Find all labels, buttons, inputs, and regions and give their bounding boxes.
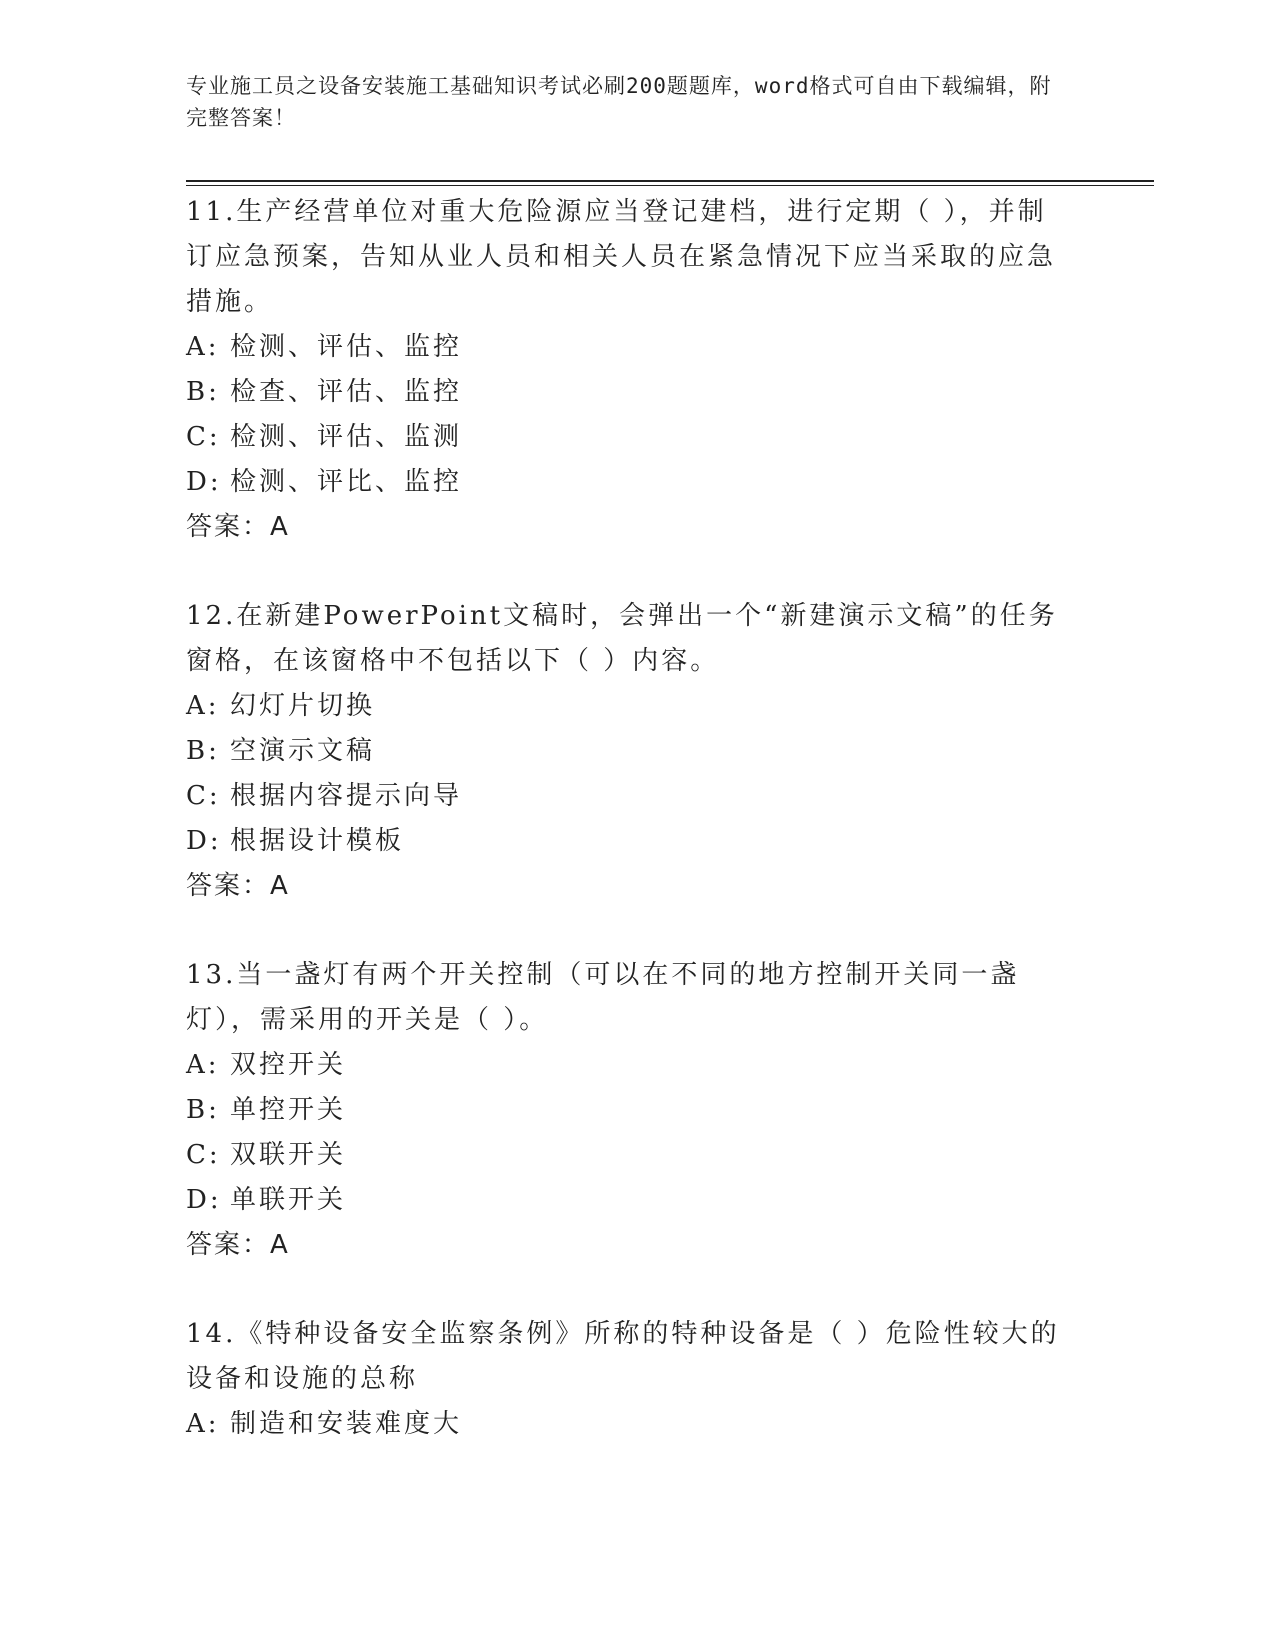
option-a xyxy=(186,1402,1066,1447)
option-d xyxy=(186,1178,1066,1223)
question-12 xyxy=(186,594,1066,909)
option-letter: C: xyxy=(186,422,221,452)
option-text: 单控开关 xyxy=(230,1095,347,1125)
option-text: 检测、评估、监控 xyxy=(230,332,463,362)
option-d xyxy=(186,819,1066,864)
option-a xyxy=(186,325,1066,370)
option-text: 根据设计模板 xyxy=(230,826,405,856)
option-d xyxy=(186,460,1066,505)
question-stem: 12.在新建PowerPoint文稿时，会弹出一个“新建演示文稿”的任务窗格，在该窗格中不包括以下（ ）内容。 xyxy=(186,601,1058,676)
option-letter: B: xyxy=(186,736,220,766)
question-stem: 13.当一盏灯有两个开关控制（可以在不同的地方控制开关同一盏灯），需采用的开关是（ ）。 xyxy=(186,960,1020,1035)
option-b xyxy=(186,370,1066,415)
option-letter: A: xyxy=(186,332,220,362)
header-rule-thin xyxy=(186,185,1154,186)
option-text: 空演示文稿 xyxy=(230,736,376,766)
option-c xyxy=(186,1133,1066,1178)
option-text: 根据内容提示向导 xyxy=(230,781,463,811)
option-letter: B: xyxy=(186,377,220,407)
option-a xyxy=(186,1043,1066,1088)
option-letter: D: xyxy=(186,826,222,856)
option-letter: A: xyxy=(186,691,220,721)
document-header: 专业施工员之设备安装施工基础知识考试必刷200题题库，word格式可自由下载编辑，附完整答案！ xyxy=(186,74,1052,130)
option-text: 检查、评估、监控 xyxy=(230,377,463,407)
option-letter: C: xyxy=(186,781,221,811)
option-c xyxy=(186,774,1066,819)
question-11 xyxy=(186,190,1066,550)
option-letter: D: xyxy=(186,1185,222,1215)
header-rule-thick xyxy=(186,180,1154,182)
option-a xyxy=(186,684,1066,729)
option-letter: A: xyxy=(186,1050,220,1080)
option-text: 检测、评估、监测 xyxy=(230,422,463,452)
answer-line: 答案：A xyxy=(186,871,290,901)
option-b xyxy=(186,1088,1066,1133)
question-stem: 11.生产经营单位对重大危险源应当登记建档，进行定期（ ），并制订应急预案，告知从业人员和相关人员在紧急情况下应当采取的应急措施。 xyxy=(186,197,1057,317)
question-13 xyxy=(186,953,1066,1268)
question-14 xyxy=(186,1312,1066,1447)
option-text: 双联开关 xyxy=(230,1140,347,1170)
question-stem: 14.《特种设备安全监察条例》所称的特种设备是（ ）危险性较大的设备和设施的总称 xyxy=(186,1319,1060,1394)
answer-line: 答案：A xyxy=(186,512,290,542)
answer-line: 答案：A xyxy=(186,1230,290,1260)
option-text: 制造和安装难度大 xyxy=(230,1409,463,1439)
option-letter: B: xyxy=(186,1095,220,1125)
option-text: 检测、评比、监控 xyxy=(230,467,463,497)
option-b xyxy=(186,729,1066,774)
option-text: 双控开关 xyxy=(230,1050,347,1080)
question-list xyxy=(186,190,1066,1491)
option-letter: C: xyxy=(186,1140,221,1170)
option-text: 幻灯片切换 xyxy=(230,691,376,721)
option-c xyxy=(186,415,1066,460)
option-text: 单联开关 xyxy=(230,1185,347,1215)
option-letter: D: xyxy=(186,467,222,497)
option-letter: A: xyxy=(186,1409,220,1439)
